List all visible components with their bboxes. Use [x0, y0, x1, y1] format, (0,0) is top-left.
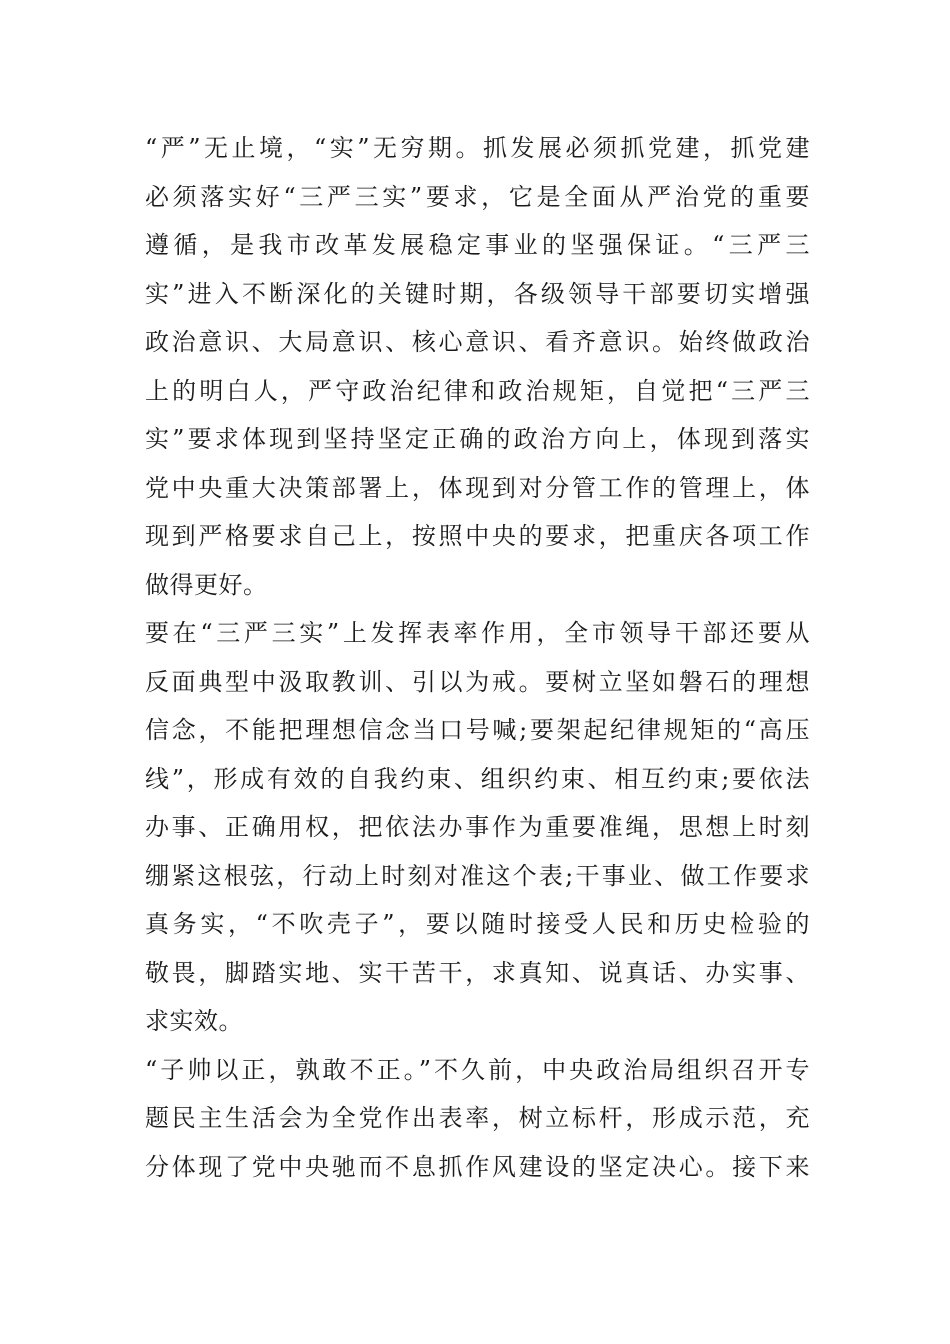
paragraph-2 [145, 609, 810, 1046]
text-line: 反面典型中汲取教训、引以为戒。要树立坚如磐石的理想 [145, 667, 810, 696]
text-line: 信念，不能把理想信念当口号喊;要架起纪律规矩的“高压 [145, 716, 810, 744]
text-line: 线”，形成有效的自我约束、组织约束、相互约束;要依法 [145, 764, 810, 793]
text-line: 党中央重大决策部署上，体现到对分管工作的管理上，体 [145, 473, 810, 502]
text-line: 分体现了党中央驰而不息抓作风建设的坚定决心。接下来 [145, 1152, 810, 1181]
text-line: 政治意识、大局意识、核心意识、看齐意识。始终做政治 [145, 328, 810, 356]
text-line: 办事、正确用权，把依法办事作为重要准绳，思想上时刻 [145, 813, 810, 841]
text-line: “子帅以正，孰敢不正。”不久前，中央政治局组织召开专 [145, 1055, 810, 1084]
text-line: 遵循，是我市改革发展稳定事业的坚强保证。“三严三 [145, 231, 810, 259]
text-line: 做得更好。 [145, 570, 268, 599]
text-line: 绷紧这根弦，行动上时刻对准这个表;干事业、做工作要求 [145, 861, 810, 890]
text-line: 必须落实好“三严三实”要求，它是全面从严治党的重要 [145, 182, 810, 211]
paragraph-1 [145, 124, 810, 609]
text-line: 要在“三严三实”上发挥表率作用，全市领导干部还要从 [145, 619, 810, 647]
text-line: 求实效。 [145, 1007, 243, 1035]
text-line: 实”进入不断深化的关键时期，各级领导干部要切实增强 [145, 279, 810, 308]
text-line: 现到严格要求自己上，按照中央的要求，把重庆各项工作 [145, 522, 810, 550]
paragraph-3 [145, 1046, 810, 1192]
text-line: 真务实，“不吹壳子”，要以随时接受人民和历史检验的 [145, 910, 810, 938]
text-line: 实”要求体现到坚持坚定正确的政治方向上，体现到落实 [145, 425, 810, 453]
text-line: 上的明白人，严守政治纪律和政治规矩，自觉把“三严三 [145, 376, 810, 405]
text-line: 敬畏，脚踏实地、实干苦干，求真知、说真话、办实事、 [145, 958, 810, 987]
document-body [145, 124, 810, 1191]
text-line: “严”无止境，“实”无穷期。抓发展必须抓党建，抓党建 [145, 134, 810, 162]
text-line: 题民主生活会为全党作出表率，树立标杆，形成示范，充 [145, 1104, 810, 1132]
